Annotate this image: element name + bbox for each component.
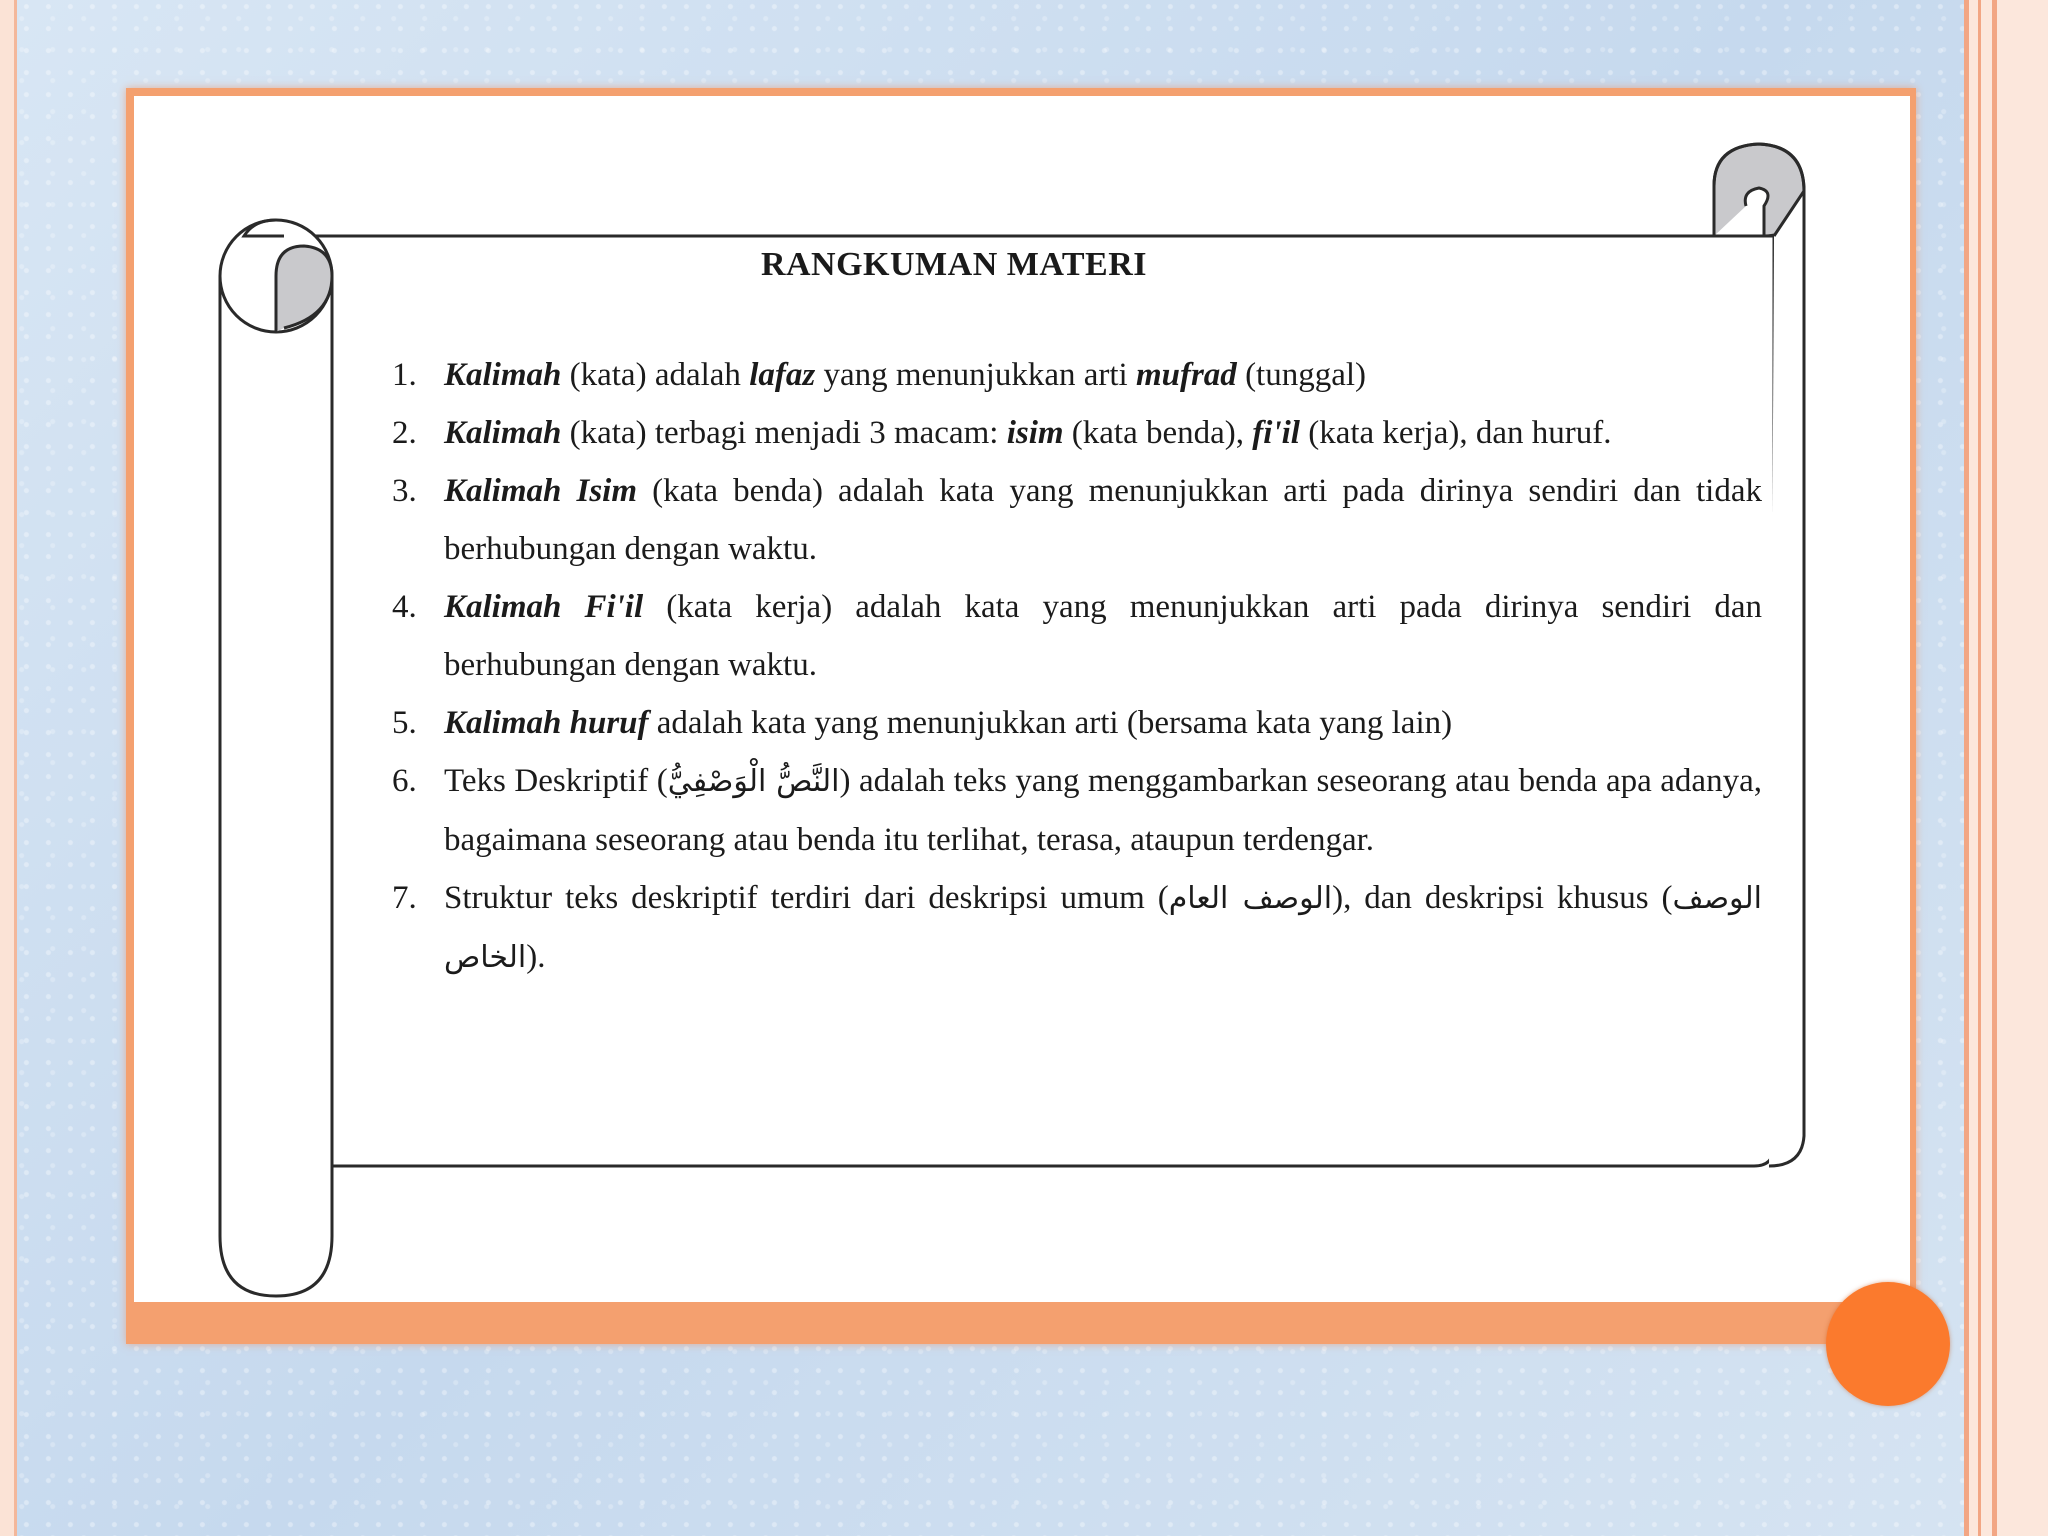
summary-text: ) adalah teks yang menggambarkan seseorang atau benda apa adanya, bagaimana seseorang atau benda itu terlihat, terasa, ataupun terdengar.: [444, 763, 1762, 858]
arabic-term: النَّصُّ الْوَصْفِيُّ: [667, 764, 840, 799]
summary-text: ).: [526, 939, 546, 975]
summary-item-number: 4.: [392, 589, 417, 625]
italic-term: fi'il: [1252, 415, 1300, 451]
italic-term: Kalimah Fi'il: [444, 589, 644, 625]
summary-item-number: 5.: [392, 705, 417, 741]
right-decor-line: [1978, 0, 1981, 1536]
summary-text: (kata benda),: [1063, 415, 1253, 451]
summary-item: [392, 462, 1762, 578]
summary-text: (kata kerja), dan huruf.: [1299, 415, 1612, 451]
summary-item: [392, 869, 1762, 987]
italic-term: Kalimah huruf: [444, 705, 649, 741]
summary-item-number: 7.: [392, 880, 417, 916]
summary-item: [392, 694, 1762, 752]
slide-image: [134, 96, 1910, 1302]
summary-text: Teks Deskriptif (: [444, 763, 668, 799]
left-decor-stripe: [0, 0, 17, 1536]
italic-term: Kalimah: [444, 415, 562, 451]
summary-text: Struktur teks deskriptif terdiri dari deskripsi umum (: [444, 880, 1169, 916]
summary-item-number: 6.: [392, 763, 417, 799]
slide-image-frame: [126, 88, 1916, 1344]
summary-text: (tunggal): [1236, 357, 1367, 393]
summary-text: adalah kata yang menunjukkan arti (bersama kata yang lain): [648, 705, 1453, 741]
summary-item-number: 2.: [392, 415, 417, 451]
summary-item: [392, 752, 1762, 869]
right-decor-band: [1964, 0, 2048, 1536]
italic-term: Kalimah Isim: [444, 473, 637, 509]
summary-list: [392, 346, 1762, 987]
arabic-term: الوصف العام: [1168, 881, 1333, 916]
italic-term: Kalimah: [444, 357, 562, 393]
summary-item-number: 3.: [392, 473, 417, 509]
summary-text: (kata kerja) adalah kata yang menunjukkan arti pada dirinya sendiri dan berhubungan dengan waktu.: [444, 589, 1762, 683]
summary-text: (kata benda) adalah kata yang menunjukkan arti pada dirinya sendiri dan tidak berhubungan dengan waktu.: [444, 473, 1762, 567]
right-decor-line: [1992, 0, 1997, 1536]
summary-text: (kata) terbagi menjadi 3 macam:: [561, 415, 1007, 451]
summary-text: (kata) adalah: [561, 357, 750, 393]
summary-item: [392, 404, 1762, 462]
arabic-term: الوصف الخاص: [444, 881, 1763, 975]
orange-accent-circle: [1826, 1282, 1950, 1406]
summary-item: [392, 578, 1762, 694]
italic-term: isim: [1006, 415, 1064, 451]
summary-item: [392, 346, 1762, 404]
right-decor-line: [1964, 0, 1969, 1536]
italic-term: lafaz: [749, 357, 816, 393]
summary-text: ), dan deskripsi khusus (: [1332, 880, 1673, 916]
slide-title: RANGKUMAN MATERI: [760, 246, 1148, 283]
summary-item-number: 1.: [392, 357, 417, 393]
summary-text: yang menunjukkan arti: [815, 357, 1136, 393]
italic-term: mufrad: [1135, 357, 1237, 393]
